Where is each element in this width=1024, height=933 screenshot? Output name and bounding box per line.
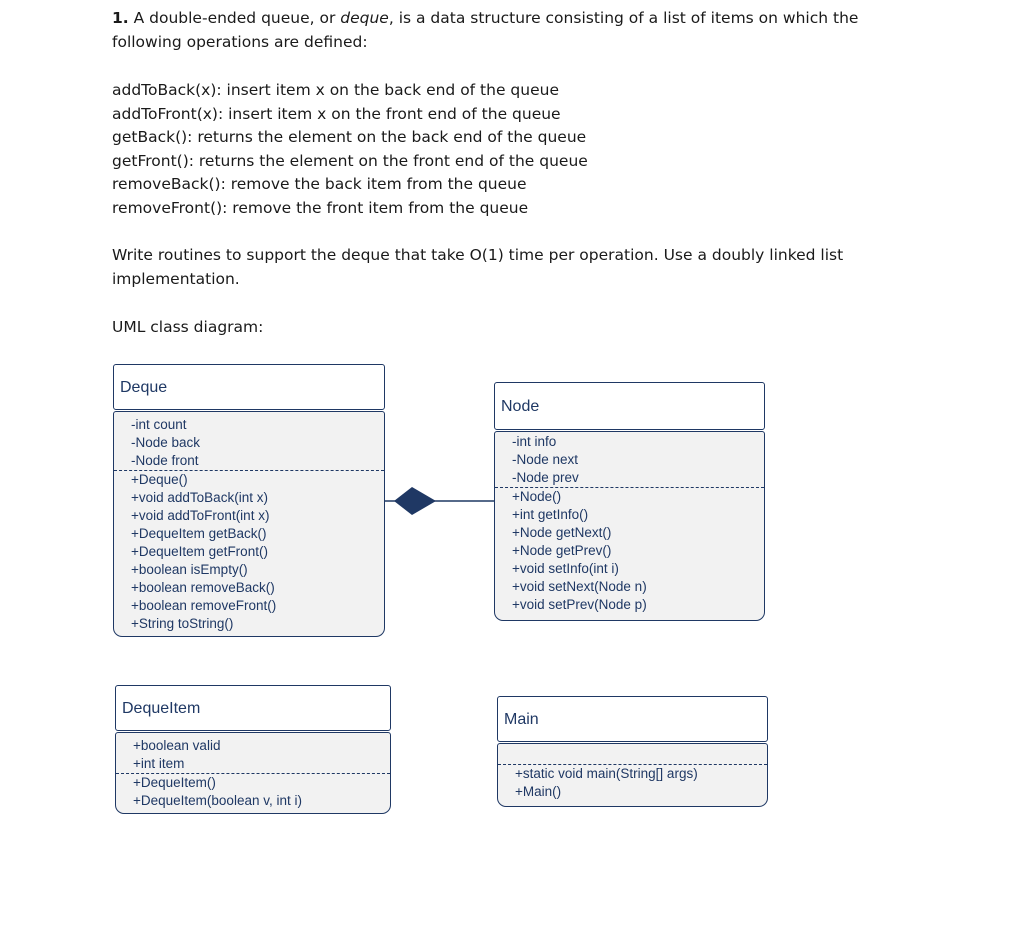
main-class-name: Main [497, 696, 768, 742]
task-statement: Write routines to support the deque that take O(1) time per operation. Use a doubly linked list implementation. [112, 246, 844, 288]
deque-method: +void addToBack(int x) [131, 490, 268, 505]
operations-list [112, 79, 588, 220]
dequeitem-field: +int item [133, 756, 185, 771]
node-method: +void setInfo(int i) [512, 561, 619, 576]
dequeitem-method: +DequeItem() [133, 775, 216, 790]
node-method: +Node() [512, 489, 562, 504]
node-field: -Node next [512, 452, 579, 467]
node-method: +Node getPrev() [512, 543, 612, 558]
main-method: +static void main(String[] args) [515, 766, 698, 781]
deque-term: deque [340, 9, 389, 27]
operation-item: addToFront(x): insert item x on the front end of the queue [112, 104, 561, 123]
main-fields-area [515, 744, 767, 764]
deque-field: -Node back [131, 435, 201, 450]
composition-connector [384, 484, 496, 520]
node-field: -int info [512, 434, 557, 449]
node-members [494, 431, 765, 621]
node-field: -Node prev [512, 470, 579, 485]
main-members [497, 743, 768, 807]
problem-intro: 1. A double-ended queue, or deque, is a data structure consisting of a list of items on which the following operations are defined: [112, 9, 859, 51]
deque-class-name: Deque [113, 364, 385, 410]
deque-field: -int count [131, 417, 187, 432]
node-method: +void setPrev(Node p) [512, 597, 647, 612]
deque-method: +DequeItem getBack() [131, 526, 267, 541]
deque-field: -Node front [131, 453, 199, 468]
composition-diamond [394, 487, 436, 515]
deque-method: +boolean removeFront() [131, 598, 277, 613]
deque-method: +Deque() [131, 472, 188, 487]
node-method: +Node getNext() [512, 525, 612, 540]
dequeitem-class-name: DequeItem [115, 685, 391, 731]
dequeitem-method: +DequeItem(boolean v, int i) [133, 793, 302, 808]
operation-item: removeFront(): remove the front item from the queue [112, 198, 529, 217]
deque-members [113, 411, 385, 637]
dequeitem-members [115, 732, 391, 814]
diagram-label: UML class diagram: [112, 318, 264, 336]
operation-item: getBack(): returns the element on the back end of the queue [112, 128, 587, 146]
node-method: +void setNext(Node n) [512, 579, 647, 594]
problem-number: 1. [112, 9, 129, 27]
deque-method: +boolean removeBack() [131, 580, 275, 595]
deque-method: +DequeItem getFront() [131, 544, 268, 559]
operation-item: removeBack(): remove the back item from the queue [112, 175, 527, 193]
deque-method: +String toString() [131, 616, 234, 631]
main-method: +Main() [515, 784, 562, 799]
operation-item: addToBack(x): insert item x on the back end of the queue [112, 81, 559, 99]
node-class-name: Node [494, 382, 765, 430]
deque-method: +boolean isEmpty() [131, 562, 248, 577]
dequeitem-field: +boolean valid [133, 738, 221, 753]
node-method: +int getInfo() [512, 507, 589, 522]
operation-item: getFront(): returns the element on the front end of the queue [112, 151, 588, 170]
deque-method: +void addToFront(int x) [131, 508, 270, 523]
